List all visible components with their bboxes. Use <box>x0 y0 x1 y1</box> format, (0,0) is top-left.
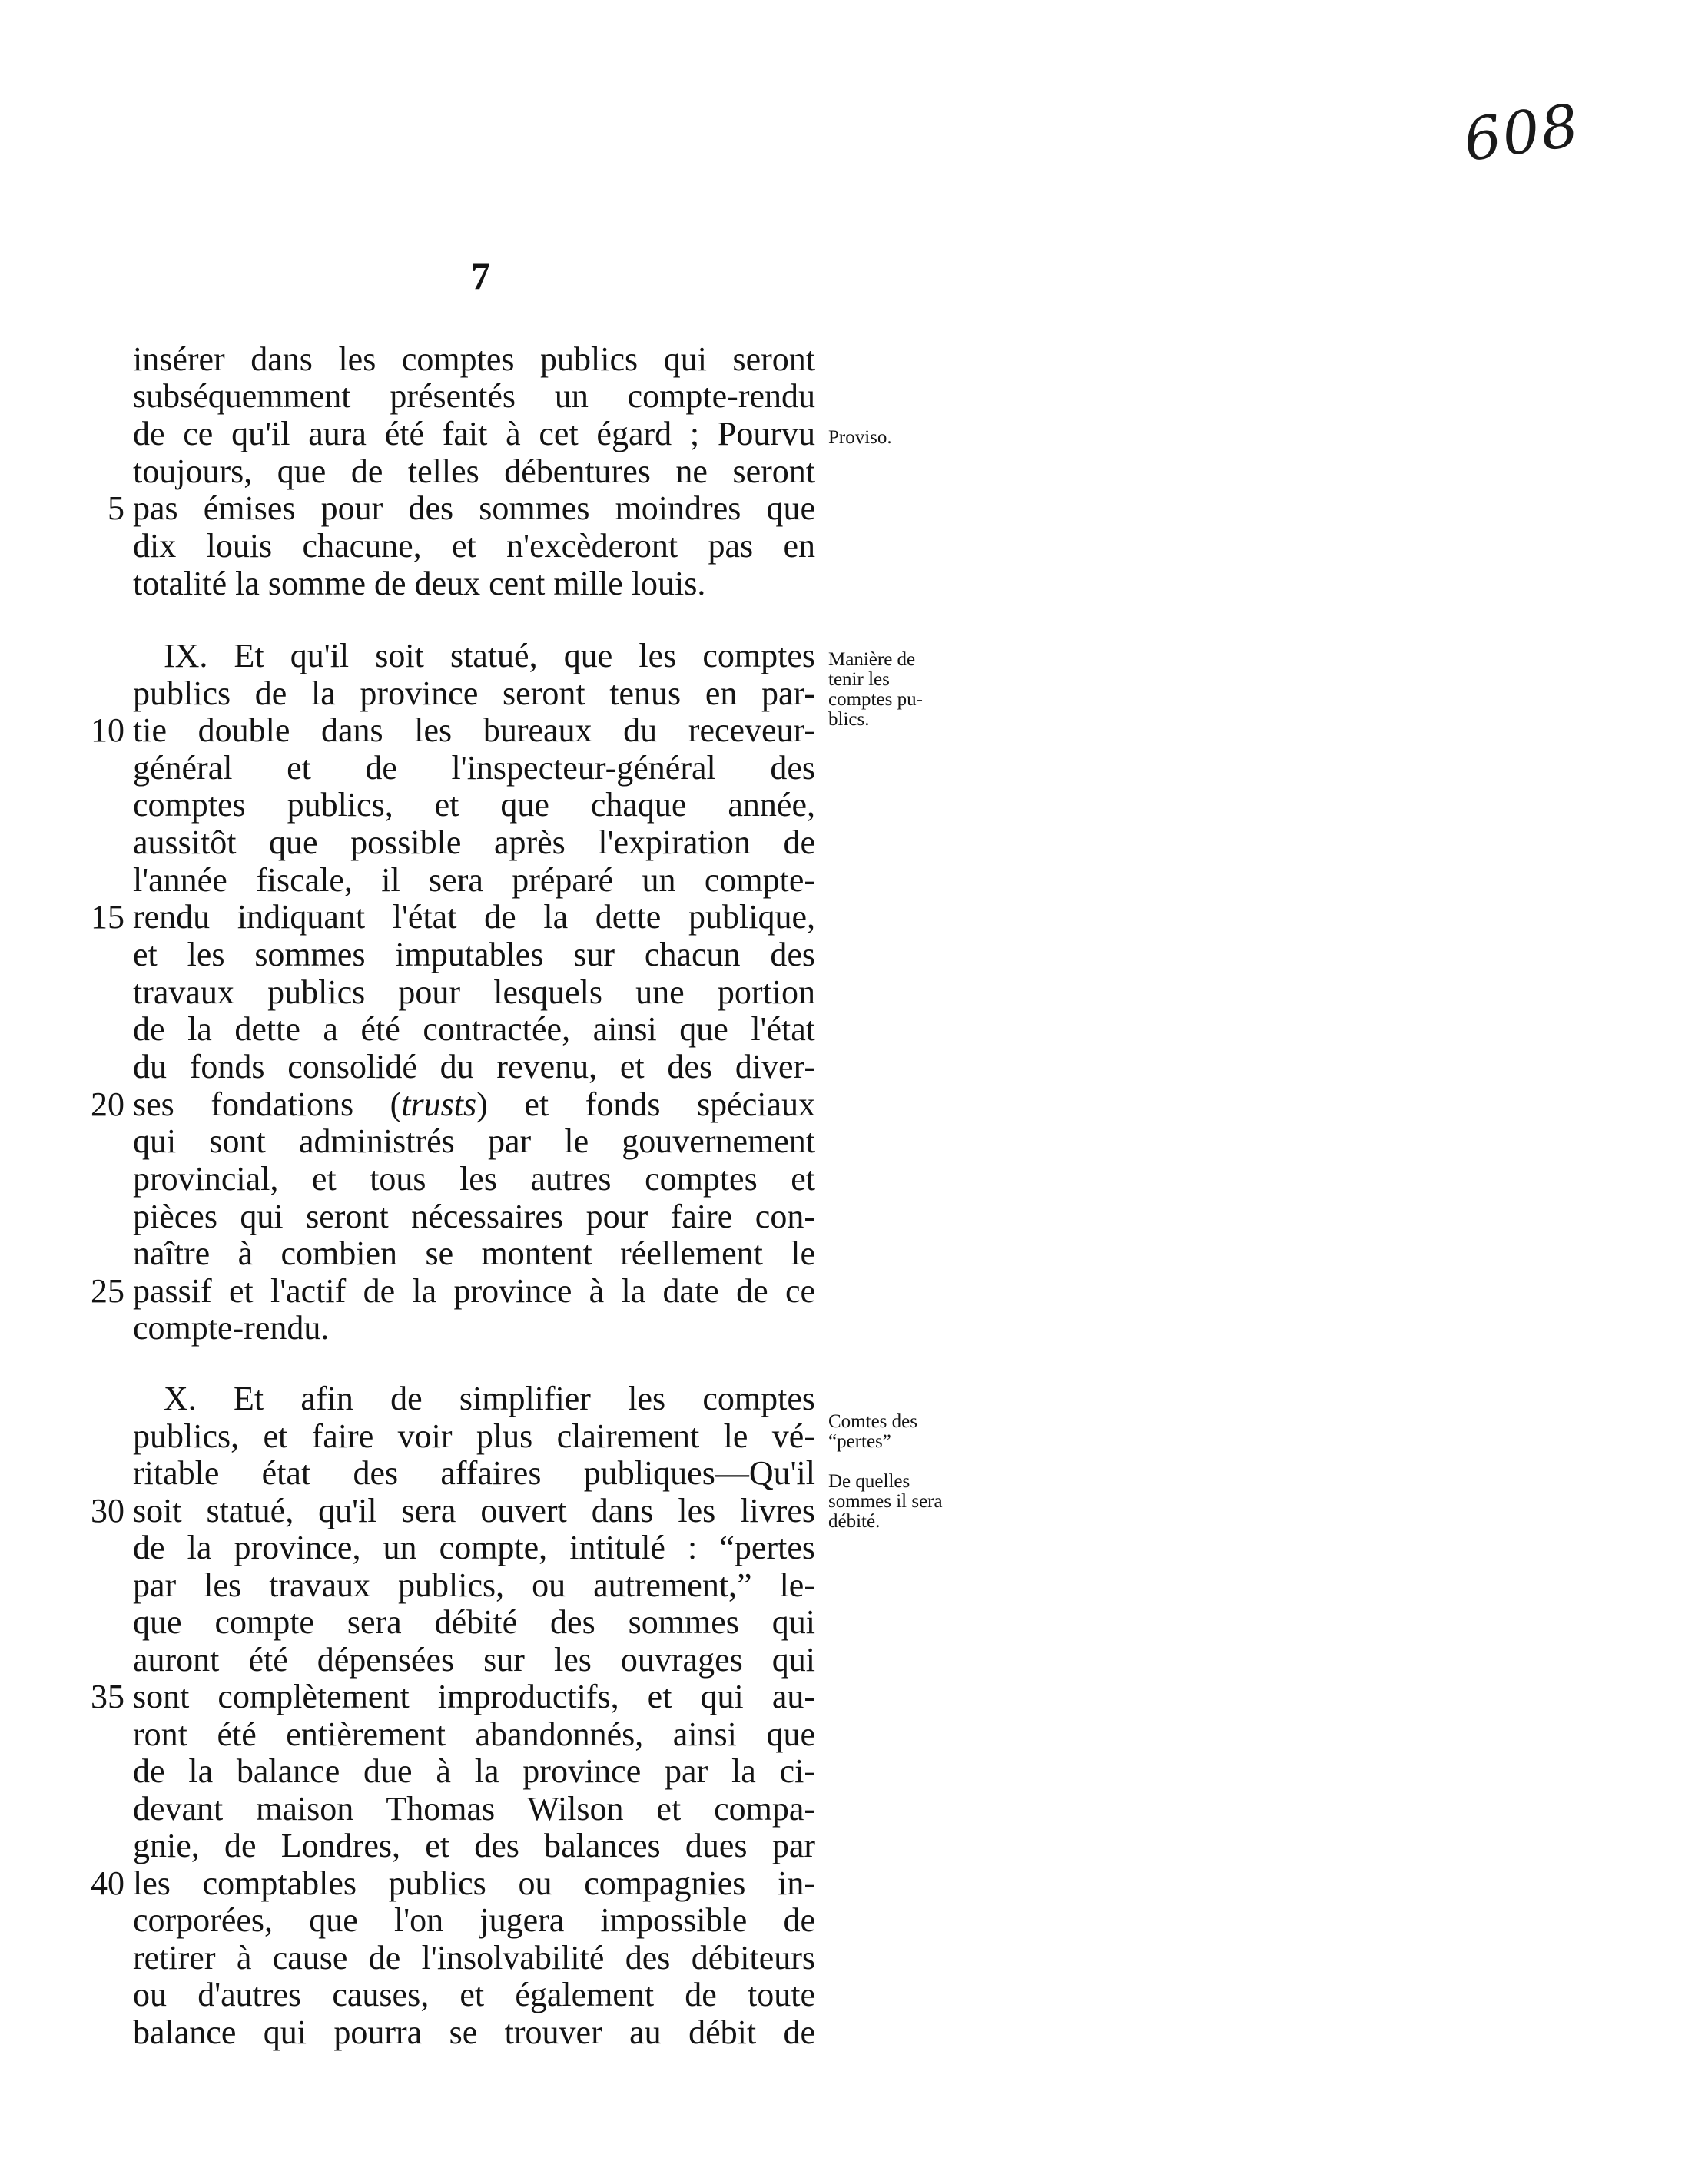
text-line: dix louis chacune, et n'excèderont pas en <box>133 527 815 565</box>
text-line: par les travaux publics, ou autrement,” le- <box>133 1566 815 1604</box>
margin-note-line: blics. <box>828 709 870 730</box>
margin-note-line: Manière de <box>828 649 916 670</box>
margin-note-proviso <box>828 428 982 448</box>
text-line: les comptables publics ou compagnies in- <box>133 1864 815 1902</box>
margin-note-line: De quelles <box>828 1471 910 1492</box>
line-number: 15 <box>91 898 124 936</box>
text-line: auront été dépensées sur les ouvrages qui <box>133 1641 815 1679</box>
text-line: qui sont administrés par le gouvernement <box>133 1122 815 1160</box>
line-number: 30 <box>91 1492 124 1529</box>
line-number: 5 <box>108 489 124 527</box>
text-line: IX. Et qu'il soit statué, que les comptes <box>164 637 815 674</box>
text-line: ritable état des affaires publiques—Qu'il <box>133 1454 815 1492</box>
text-line: de la province, un compte, intitulé : “pertes <box>133 1529 815 1566</box>
margin-note-line: débité. <box>828 1511 881 1532</box>
text-line: publics de la province seront tenus en par- <box>133 674 815 712</box>
text-line: devant maison Thomas Wilson et compa- <box>133 1790 815 1828</box>
margin-note-line: “pertes” <box>828 1431 891 1452</box>
text-line: pièces qui seront nécessaires pour faire con- <box>133 1198 815 1235</box>
text-line: l'année fiscale, il sera préparé un compte- <box>133 861 815 899</box>
text-line: toujours, que de telles débentures ne seront <box>133 452 815 490</box>
margin-note-comtes <box>828 1412 982 1452</box>
line-number: 10 <box>91 711 124 749</box>
text-line: que compte sera débité des sommes qui <box>133 1603 815 1641</box>
text-line: insérer dans les comptes publics qui seront <box>133 340 815 378</box>
line-number: 35 <box>91 1678 124 1715</box>
text-line: tie double dans les bureaux du receveur- <box>133 711 815 749</box>
text-line: passif et l'actif de la province à la date de ce <box>133 1272 815 1310</box>
text-line: comptes publics, et que chaque année, <box>133 786 815 824</box>
text-line: provincial, et tous les autres comptes et <box>133 1160 815 1198</box>
handwritten-folio-number: 608 <box>1459 90 1584 175</box>
text-line: rendu indiquant l'état de la dette publique, <box>133 898 815 936</box>
margin-note-quelles <box>828 1472 982 1532</box>
text-line: ses fondations (trusts) et fonds spéciaux <box>133 1085 815 1123</box>
text-line: de la dette a été contractée, ainsi que l'état <box>133 1010 815 1048</box>
text-line: ront été entièrement abandonnés, ainsi que <box>133 1715 815 1753</box>
text-line: pas émises pour des sommes moindres que <box>133 489 815 527</box>
text-line: de ce qu'il aura été fait à cet égard ; Pourvu <box>133 415 815 452</box>
text-line: retirer à cause de l'insolvabilité des débiteurs <box>133 1939 815 1977</box>
text-line: corporées, que l'on jugera impossible de <box>133 1901 815 1939</box>
text-line: subséquemment présentés un compte-rendu <box>133 377 815 415</box>
text-line: soit statué, qu'il sera ouvert dans les livres <box>133 1492 815 1529</box>
margin-note-line: comptes pu- <box>828 689 923 710</box>
text-line: général et de l'inspecteur-général des <box>133 749 815 787</box>
text-line: travaux publics pour lesquels une portion <box>133 973 815 1011</box>
line-number: 20 <box>91 1085 124 1123</box>
text-line: aussitôt que possible après l'expiration de <box>133 824 815 861</box>
text-line: naître à combien se montent réellement le <box>133 1235 815 1272</box>
margin-note-line: Comtes des <box>828 1411 917 1432</box>
text-line: totalité la somme de deux cent mille louis. <box>133 565 706 602</box>
text-line: publics, et faire voir plus clairement le vé- <box>133 1417 815 1455</box>
margin-note-line: Proviso. <box>828 427 892 448</box>
margin-note-line: tenir les <box>828 669 890 690</box>
page-number: 7 <box>471 254 490 297</box>
line-number: 25 <box>91 1272 124 1310</box>
text-line: gnie, de Londres, et des balances dues par <box>133 1827 815 1864</box>
text-line: balance qui pourra se trouver au débit de <box>133 2013 815 2051</box>
text-line: ou d'autres causes, et également de toute <box>133 1976 815 2013</box>
line-number: 40 <box>91 1864 124 1902</box>
margin-note-maniere <box>828 650 982 730</box>
text-line: compte-rendu. <box>133 1309 330 1347</box>
text-line: de la balance due à la province par la ci- <box>133 1752 815 1790</box>
text-line: X. Et afin de simplifier les comptes <box>164 1380 815 1417</box>
margin-note-line: sommes il sera <box>828 1491 943 1512</box>
text-line: sont complètement improductifs, et qui au- <box>133 1678 815 1715</box>
text-line: et les sommes imputables sur chacun des <box>133 936 815 973</box>
text-line: du fonds consolidé du revenu, et des diver- <box>133 1048 815 1085</box>
